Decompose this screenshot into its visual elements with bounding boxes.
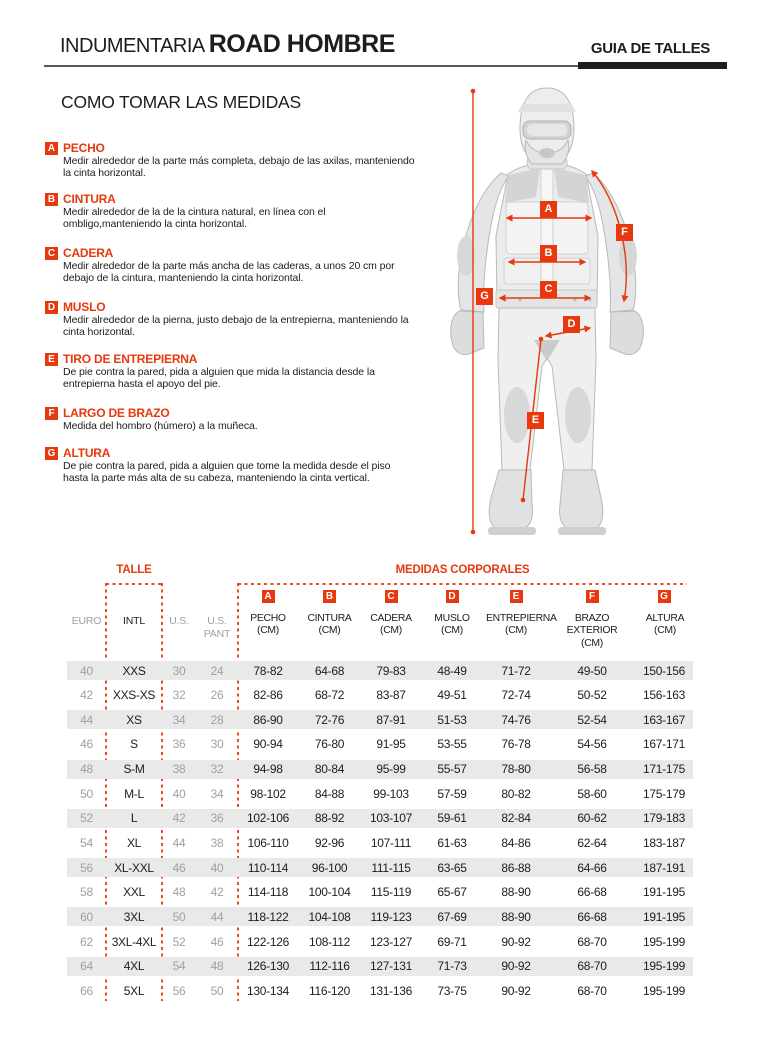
- cell-measure-d: 51-53: [437, 712, 467, 727]
- cell-measure-e: 88-90: [501, 885, 531, 900]
- instruction-label: CINTURA: [63, 192, 116, 206]
- cell-measure-d: 55-57: [437, 762, 467, 777]
- cell-measure-a: 78-82: [253, 663, 283, 678]
- cell-measure-b: 108-112: [308, 934, 351, 949]
- cell-measure-e: 76-78: [501, 737, 531, 752]
- cell-measure-f: 49-50: [577, 663, 607, 678]
- cell-measure-e: 78-80: [501, 762, 531, 777]
- table-row: [67, 710, 693, 729]
- cell-measure-e: 80-82: [501, 786, 531, 801]
- cell-us-pant: 24: [210, 663, 224, 678]
- table-row: [67, 809, 693, 828]
- size-column-header: U.S.: [169, 615, 189, 627]
- header-rule-thin: [44, 65, 578, 67]
- cell-us: 40: [172, 786, 186, 801]
- cell-us: 54: [172, 959, 186, 974]
- cell-us-pant: 44: [210, 909, 224, 924]
- measure-letter-badge: A: [262, 590, 275, 603]
- cell-measure-g: 183-187: [643, 835, 685, 850]
- rider-measurement-diagram: [445, 80, 680, 550]
- cell-measure-g: 191-195: [643, 885, 685, 900]
- cell-measure-g: 175-179: [643, 786, 685, 801]
- cell-intl: S-M: [123, 762, 145, 777]
- cell-us: 48: [172, 885, 186, 900]
- cell-euro: 52: [80, 811, 93, 826]
- cell-us: 30: [172, 663, 186, 678]
- cell-measure-f: 54-56: [577, 737, 607, 752]
- table-row: [67, 932, 693, 951]
- cell-us-pant: 42: [210, 885, 224, 900]
- cell-measure-c: 99-103: [373, 786, 409, 801]
- cell-measure-c: 111-115: [371, 860, 411, 875]
- cell-measure-g: 179-183: [643, 811, 685, 826]
- cell-measure-d: 71-73: [437, 959, 467, 974]
- measure-letter-badge: B: [323, 590, 336, 603]
- cell-measure-a: 106-110: [247, 835, 289, 850]
- cell-intl: 3XL-4XL: [111, 934, 157, 949]
- cell-us: 46: [172, 860, 186, 875]
- cell-measure-d: 67-69: [437, 909, 467, 924]
- cell-us-pant: 40: [210, 860, 224, 875]
- cell-measure-b: 72-76: [314, 712, 345, 727]
- cell-measure-b: 84-88: [314, 786, 345, 801]
- rider-right-glove: [610, 311, 643, 355]
- rider-right-boot: [560, 470, 603, 529]
- measure-letter-badge: D: [446, 590, 459, 603]
- size-column-header: EURO: [71, 615, 102, 627]
- table-row: [67, 760, 693, 779]
- cell-euro: 64: [80, 959, 93, 974]
- table-header: [67, 590, 693, 650]
- cell-measure-c: 83-87: [376, 688, 406, 703]
- table-row: [67, 883, 693, 902]
- cell-us-pant: 32: [210, 762, 224, 777]
- cell-measure-f: 66-68: [577, 909, 607, 924]
- cell-intl: 4XL: [123, 959, 145, 974]
- cell-measure-e: 71-72: [501, 663, 531, 678]
- guide-label: GUIA DE TALLES: [590, 40, 710, 57]
- instruction-letter-badge: C: [45, 247, 58, 260]
- cell-measure-c: 123-127: [370, 934, 412, 949]
- cell-intl: XXS: [122, 663, 146, 678]
- cell-measure-a: 122-126: [247, 934, 289, 949]
- cell-measure-a: 86-90: [253, 712, 283, 727]
- instruction-text: Medir alrededor de la pierna, justo debajo de la entrepierna, manteniendo la cinta horizontal.: [63, 314, 409, 339]
- instruction-label: MUSLO: [63, 300, 106, 314]
- cell-measure-c: 119-123: [370, 909, 412, 924]
- cell-us: 34: [172, 712, 186, 727]
- measure-column-header: F BRAZO EXTERIOR (CM): [566, 591, 618, 649]
- cell-measure-a: 114-118: [247, 885, 289, 900]
- brand-name: ROAD HOMBRE: [208, 30, 395, 58]
- cell-measure-e: 90-92: [501, 934, 531, 949]
- cell-measure-b: 112-116: [309, 959, 350, 974]
- cell-measure-b: 92-96: [314, 835, 345, 850]
- cell-euro: 44: [80, 712, 93, 727]
- table-row: [67, 957, 693, 976]
- measure-column-header: A PECHO (CM): [250, 591, 286, 637]
- cell-measure-g: 171-175: [643, 762, 685, 777]
- measure-letter-badge: E: [510, 590, 523, 603]
- measure-column-header: E ENTREPIERNA (CM): [486, 591, 557, 637]
- cell-measure-a: 90-94: [253, 737, 283, 752]
- instruction-letter-badge: B: [45, 193, 58, 206]
- instruction-text: Medida del hombro (húmero) a la muñeca.: [63, 420, 258, 432]
- cell-measure-f: 64-66: [577, 860, 607, 875]
- table-row: [67, 907, 693, 926]
- cell-measure-e: 90-92: [501, 983, 531, 998]
- cell-us-pant: 30: [210, 737, 224, 752]
- instruction-letter-badge: F: [45, 407, 58, 420]
- figure-marker-badge-c: C: [540, 281, 557, 298]
- cell-measure-b: 68-72: [314, 688, 345, 703]
- cell-measure-e: 90-92: [501, 959, 531, 974]
- cell-measure-g: 191-195: [643, 909, 685, 924]
- cell-measure-d: 59-61: [437, 811, 467, 826]
- cell-measure-g: 150-156: [643, 663, 685, 678]
- cell-euro: 42: [80, 688, 93, 703]
- page-title: [60, 30, 395, 59]
- measure-column-header: G ALTURA (CM): [645, 591, 685, 637]
- cell-us: 38: [172, 762, 186, 777]
- cell-measure-a: 98-102: [250, 786, 286, 801]
- instruction-label: LARGO DE BRAZO: [63, 406, 170, 420]
- cell-euro: 50: [80, 786, 93, 801]
- cell-measure-f: 56-58: [577, 762, 607, 777]
- instruction-text: De pie contra la pared, pida a alguien que mida la distancia desde la entrepierna hasta el apoyo del pie.: [63, 366, 375, 391]
- cell-euro: 62: [80, 934, 93, 949]
- cell-intl: 5XL: [123, 983, 145, 998]
- cell-measure-e: 86-88: [501, 860, 531, 875]
- cell-measure-b: 88-92: [314, 811, 345, 826]
- cell-us-pant: 50: [210, 983, 224, 998]
- cell-measure-b: 76-80: [314, 737, 345, 752]
- figure-marker-badge-f: F: [616, 224, 633, 241]
- cell-measure-c: 115-119: [370, 885, 412, 900]
- cell-measure-d: 63-65: [437, 860, 467, 875]
- cell-us: 52: [172, 934, 186, 949]
- cell-us-pant: 34: [210, 786, 224, 801]
- cell-us-pant: 36: [210, 811, 224, 826]
- cell-measure-c: 107-111: [370, 835, 412, 850]
- table-row: [67, 981, 693, 1000]
- cell-measure-f: 68-70: [577, 934, 607, 949]
- cell-measure-c: 131-136: [370, 983, 412, 998]
- cell-measure-a: 130-134: [247, 983, 289, 998]
- cell-measure-b: 64-68: [314, 663, 345, 678]
- instruction-letter-badge: A: [45, 142, 58, 155]
- cell-euro: 48: [80, 762, 93, 777]
- cell-intl: 3XL: [123, 909, 145, 924]
- cell-measure-c: 91-95: [376, 737, 406, 752]
- cell-measure-c: 87-91: [376, 712, 406, 727]
- size-column-header: U.S. PANT: [203, 615, 231, 640]
- cell-measure-g: 195-199: [643, 983, 685, 998]
- cell-measure-g: 187-191: [643, 860, 685, 875]
- table-body: [67, 661, 693, 1006]
- cell-intl: XXL: [123, 885, 145, 900]
- measure-column-header: D MUSLO (CM): [434, 591, 470, 637]
- table-row: [67, 784, 693, 803]
- cell-us: 50: [172, 909, 186, 924]
- cell-measure-f: 52-54: [577, 712, 607, 727]
- measure-letter-badge: G: [658, 590, 671, 603]
- cell-measure-e: 82-84: [501, 811, 531, 826]
- medidas-corporales-label: MEDIDAS CORPORALES: [395, 564, 530, 576]
- cell-us: 32: [172, 688, 186, 703]
- cell-measure-d: 69-71: [437, 934, 467, 949]
- cell-measure-g: 195-199: [643, 934, 685, 949]
- cell-measure-f: 58-60: [577, 786, 607, 801]
- cell-measure-f: 62-64: [577, 835, 607, 850]
- instruction-label: TIRO DE ENTREPIERNA: [63, 352, 198, 366]
- cell-measure-b: 80-84: [314, 762, 345, 777]
- instruction-letter-badge: D: [45, 301, 58, 314]
- cell-measure-g: 167-171: [643, 737, 685, 752]
- figure-marker-badge-d: D: [563, 316, 580, 333]
- cell-measure-a: 126-130: [247, 959, 289, 974]
- dashed-divider: [106, 583, 162, 585]
- table-row: [67, 661, 693, 680]
- cell-measure-g: 163-167: [643, 712, 685, 727]
- instruction-label: ALTURA: [63, 446, 111, 460]
- cell-euro: 60: [80, 909, 93, 924]
- cell-measure-f: 66-68: [577, 885, 607, 900]
- figure-marker-badge-b: B: [540, 245, 557, 262]
- header-rule-thick: [578, 62, 727, 69]
- cell-measure-f: 50-52: [577, 688, 607, 703]
- table-row: [67, 858, 693, 877]
- cell-measure-c: 95-99: [376, 762, 406, 777]
- cell-us-pant: 38: [210, 835, 224, 850]
- measure-letter-badge: F: [586, 590, 599, 603]
- cell-euro: 58: [80, 885, 93, 900]
- cell-measure-c: 103-107: [370, 811, 412, 826]
- cell-measure-f: 68-70: [577, 983, 607, 998]
- cell-intl: XL-XXL: [114, 860, 154, 875]
- cell-measure-g: 156-163: [643, 688, 685, 703]
- cell-measure-f: 68-70: [577, 959, 607, 974]
- rider-silhouette: [451, 88, 644, 535]
- measure-column-header: C CADERA (CM): [370, 591, 412, 637]
- cell-us-pant: 26: [210, 688, 224, 703]
- instruction-text: Medir alrededor de la parte más completa, debajo de las axilas, manteniendo la cinta horizontal.: [63, 155, 415, 180]
- cell-measure-b: 116-120: [308, 983, 351, 998]
- table-row: [67, 686, 693, 705]
- instruction-label: CADERA: [63, 246, 114, 260]
- cell-us: 36: [172, 737, 186, 752]
- measure-letter-badge: C: [385, 590, 398, 603]
- cell-intl: L: [130, 811, 138, 826]
- cell-measure-a: 94-98: [253, 762, 283, 777]
- cell-euro: 56: [80, 860, 93, 875]
- cell-intl: XXS-XS: [112, 688, 156, 703]
- cell-us: 44: [172, 835, 186, 850]
- cell-measure-d: 49-51: [437, 688, 467, 703]
- cell-euro: 54: [80, 835, 93, 850]
- cell-measure-d: 61-63: [437, 835, 467, 850]
- cell-euro: 40: [80, 663, 93, 678]
- figure-marker-badge-a: A: [540, 201, 557, 218]
- cell-intl: S: [130, 737, 138, 752]
- howto-title: COMO TOMAR LAS MEDIDAS: [61, 92, 301, 112]
- instruction-letter-badge: G: [45, 447, 58, 460]
- cell-measure-d: 73-75: [437, 983, 467, 998]
- cell-measure-g: 195-199: [643, 959, 685, 974]
- cell-us: 56: [172, 983, 186, 998]
- cell-measure-a: 110-114: [247, 860, 289, 875]
- figure-marker-badge-g: G: [476, 288, 493, 305]
- size-column-header: INTL: [123, 615, 145, 627]
- cell-intl: M-L: [124, 786, 144, 801]
- brand-prefix: INDUMENTARIA: [60, 35, 205, 57]
- cell-measure-e: 74-76: [501, 712, 531, 727]
- figure-marker-badge-e: E: [527, 412, 544, 429]
- cell-us-pant: 46: [210, 934, 224, 949]
- instruction-text: Medir alrededor de la parte más ancha de las caderas, a unos 20 cm por debajo de la cintura, manteniendo la cinta horizontal.: [63, 260, 395, 285]
- cell-measure-b: 104-108: [308, 909, 351, 924]
- instruction-text: De pie contra la pared, pida a alguien que tome la medida desde el piso hasta la parte más alta de su cabeza, manteniendo la cinta vertical.: [63, 460, 391, 485]
- cell-us-pant: 28: [210, 712, 224, 727]
- cell-measure-d: 48-49: [437, 663, 467, 678]
- cell-measure-a: 118-122: [247, 909, 289, 924]
- cell-measure-a: 82-86: [253, 688, 283, 703]
- cell-measure-f: 60-62: [577, 811, 607, 826]
- cell-measure-a: 102-106: [247, 811, 289, 826]
- talle-label: TALLE: [116, 564, 152, 576]
- cell-measure-d: 53-55: [437, 737, 467, 752]
- cell-us-pant: 48: [210, 959, 224, 974]
- cell-measure-c: 79-83: [376, 663, 406, 678]
- cell-intl: XL: [126, 835, 142, 850]
- cell-measure-b: 100-104: [308, 885, 351, 900]
- instruction-letter-badge: E: [45, 353, 58, 366]
- cell-measure-c: 127-131: [370, 959, 412, 974]
- cell-euro: 46: [80, 737, 93, 752]
- cell-intl: XS: [126, 712, 142, 727]
- measure-column-header: B CINTURA (CM): [307, 591, 352, 637]
- cell-euro: 66: [80, 983, 93, 998]
- cell-measure-d: 65-67: [437, 885, 467, 900]
- cell-measure-e: 88-90: [501, 909, 531, 924]
- cell-measure-e: 84-86: [501, 835, 531, 850]
- cell-measure-b: 96-100: [311, 860, 348, 875]
- table-row: [67, 833, 693, 852]
- dashed-divider: [238, 583, 687, 585]
- table-row: [67, 735, 693, 754]
- cell-measure-d: 57-59: [437, 786, 467, 801]
- instruction-text: Medir alrededor de la de la cintura natural, en línea con el ombligo,manteniendo la cinta horizontal.: [63, 206, 326, 231]
- rider-left-glove: [451, 311, 484, 355]
- instruction-label: PECHO: [63, 141, 105, 155]
- cell-measure-e: 72-74: [501, 688, 531, 703]
- cell-us: 42: [172, 811, 186, 826]
